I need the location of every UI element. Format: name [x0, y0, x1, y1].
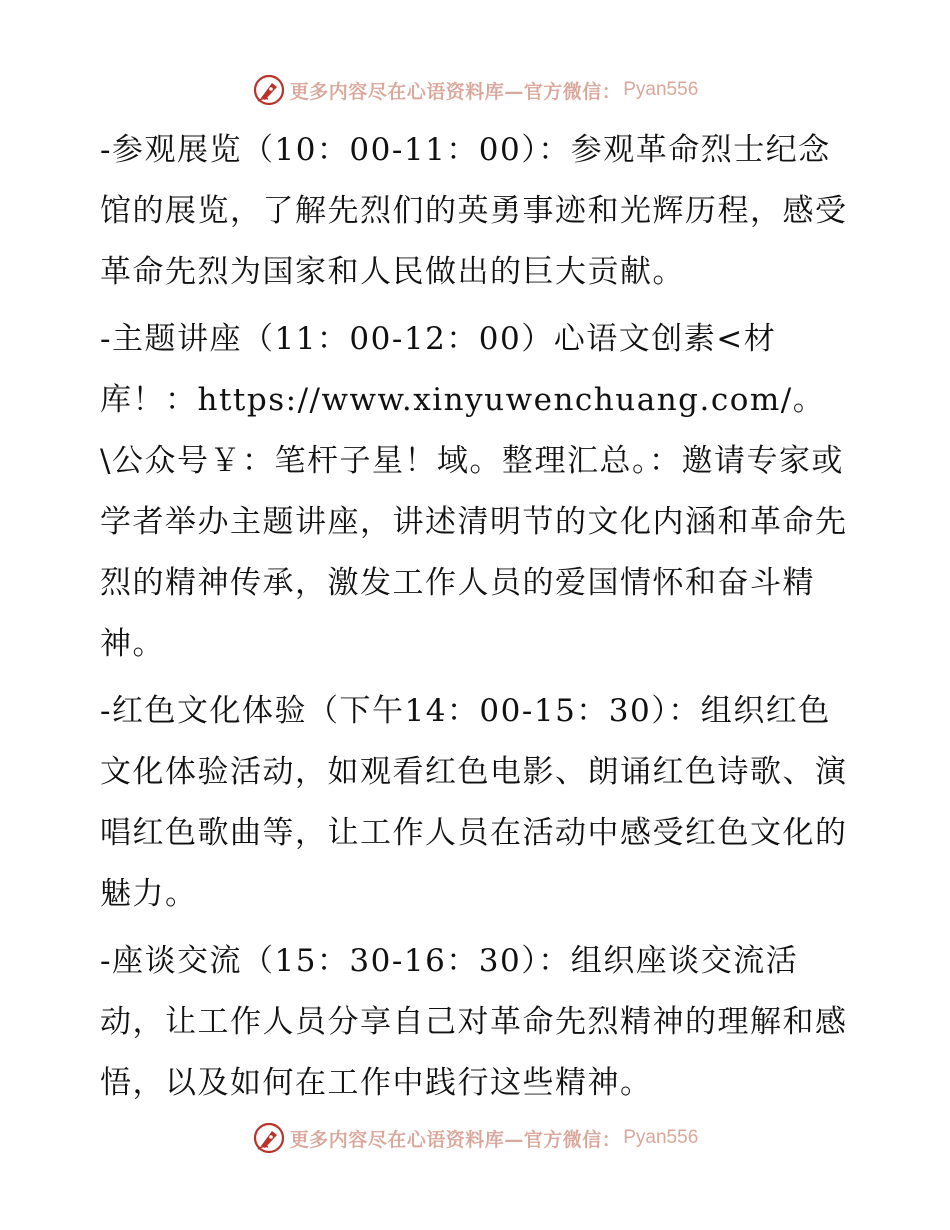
footer-banner-handle: Pyan556 [623, 1127, 699, 1148]
document-body [100, 120, 850, 1120]
paragraph-lecture: -主题讲座（11：00-12：00）心语文创素<材库！：https://www.xinyuwenchuang.com/。\公众号￥：笔杆子星！域。整理汇总。：邀请专家或学者举办主题讲座，讲述清明节的文化内涵和革命先烈的精神传承，激发工作人员的爱国情怀和奋斗精神。 [100, 321, 848, 662]
footer-banner [0, 1118, 950, 1158]
paragraph-discussion: -座谈交流（15：30-16：30）：组织座谈交流活动，让工作人员分享自己对革命先烈精神的理解和感悟，以及如何在工作中践行这些精神。 [100, 943, 848, 1101]
paragraph-exhibition: -参观展览（10：00-11：00）：参观革命烈士纪念馆的展览，了解先烈们的英勇事迹和光辉历程，感受革命先烈为国家和人民做出的巨大贡献。 [100, 132, 848, 290]
paragraph-red-culture: -红色文化体验（下午14：00-15：30）：组织红色文化体验活动，如观看红色电影、朗诵红色诗歌、演唱红色歌曲等，让工作人员在活动中感受红色文化的魅力。 [100, 693, 848, 912]
header-banner-text: 更多内容尽在心语资料库—官方微信： [289, 80, 622, 103]
pen-nib-logo-icon [252, 1121, 286, 1155]
header-banner-handle: Pyan556 [623, 79, 699, 100]
footer-banner-text: 更多内容尽在心语资料库—官方微信： [289, 1128, 622, 1151]
pen-nib-logo-icon [252, 73, 286, 107]
header-banner [0, 70, 950, 110]
